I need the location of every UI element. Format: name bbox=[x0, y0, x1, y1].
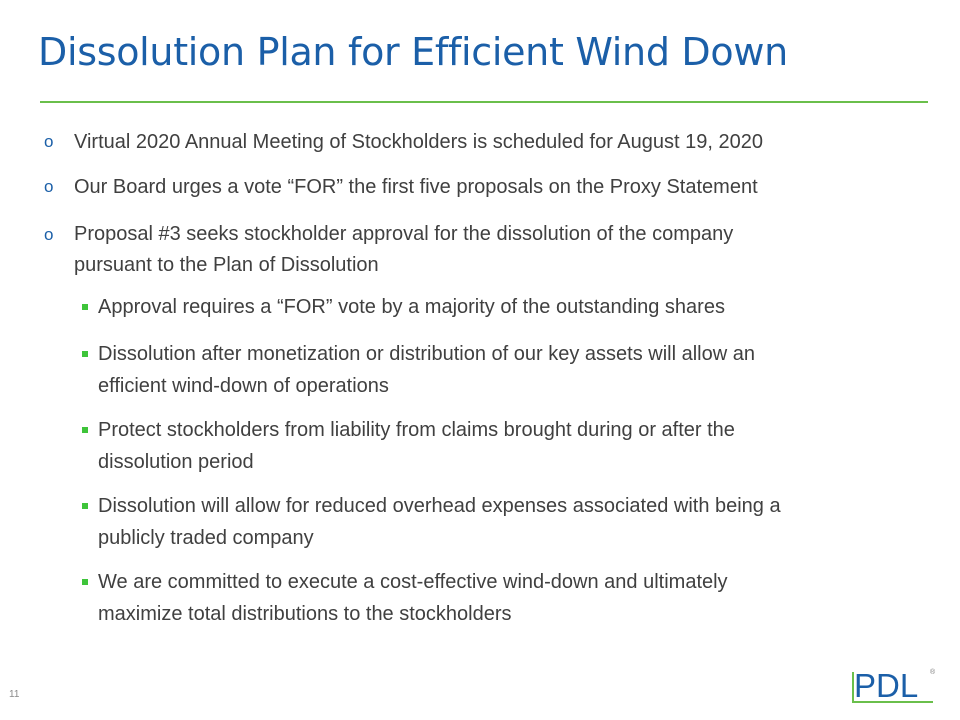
bullet-text: Virtual 2020 Annual Meeting of Stockholders is scheduled for August 19, 2020 bbox=[74, 131, 763, 153]
sub-bullet-text-line2: dissolution period bbox=[98, 451, 254, 473]
sub-bullet-text-line1: Approval requires a “FOR” vote by a majority of the outstanding shares bbox=[98, 296, 725, 318]
sub-bullet-text-line2: maximize total distributions to the stockholders bbox=[98, 603, 512, 625]
sub-bullet-item bbox=[98, 566, 928, 630]
slide-title: Dissolution Plan for Efficient Wind Down bbox=[38, 30, 788, 74]
green-square-bullet-icon bbox=[82, 427, 88, 433]
green-square-bullet-icon bbox=[82, 503, 88, 509]
logo-text: PDL bbox=[854, 667, 919, 704]
sub-bullet-text-line2: publicly traded company bbox=[98, 527, 314, 549]
hollow-circle-bullet-icon: o bbox=[44, 132, 54, 151]
green-square-bullet-icon bbox=[82, 579, 88, 585]
sub-bullet-text-line2: efficient wind-down of operations bbox=[98, 375, 389, 397]
sub-bullet-item bbox=[98, 291, 928, 323]
bullet-text: Our Board urges a vote “FOR” the first five proposals on the Proxy Statement bbox=[74, 176, 758, 198]
sub-bullet-item bbox=[98, 490, 928, 554]
sub-bullet-item bbox=[98, 338, 928, 402]
page-number: 11 bbox=[9, 689, 20, 700]
bullet-item bbox=[44, 174, 914, 200]
sub-bullet-text-line1: We are committed to execute a cost-effective wind-down and ultimately bbox=[98, 571, 728, 593]
title-divider bbox=[40, 101, 928, 103]
sub-bullet-text-line1: Dissolution will allow for reduced overhead expenses associated with being a bbox=[98, 495, 781, 517]
hollow-circle-bullet-icon: o bbox=[44, 225, 54, 244]
sub-bullet-text-line1: Dissolution after monetization or distribution of our key assets will allow an bbox=[98, 343, 755, 365]
green-square-bullet-icon bbox=[82, 304, 88, 310]
sub-bullet-item bbox=[98, 414, 928, 478]
bullet-item bbox=[44, 129, 914, 155]
pdl-logo bbox=[850, 668, 940, 708]
sub-bullet-text-line1: Protect stockholders from liability from claims brought during or after the bbox=[98, 419, 735, 441]
hollow-circle-bullet-icon: o bbox=[44, 177, 54, 196]
bullet-text-line1: Proposal #3 seeks stockholder approval for the dissolution of the company bbox=[74, 223, 734, 245]
bullet-text-line2: pursuant to the Plan of Dissolution bbox=[74, 254, 379, 276]
bullet-item bbox=[44, 219, 914, 281]
registered-mark-icon: ® bbox=[930, 669, 936, 676]
green-square-bullet-icon bbox=[82, 351, 88, 357]
